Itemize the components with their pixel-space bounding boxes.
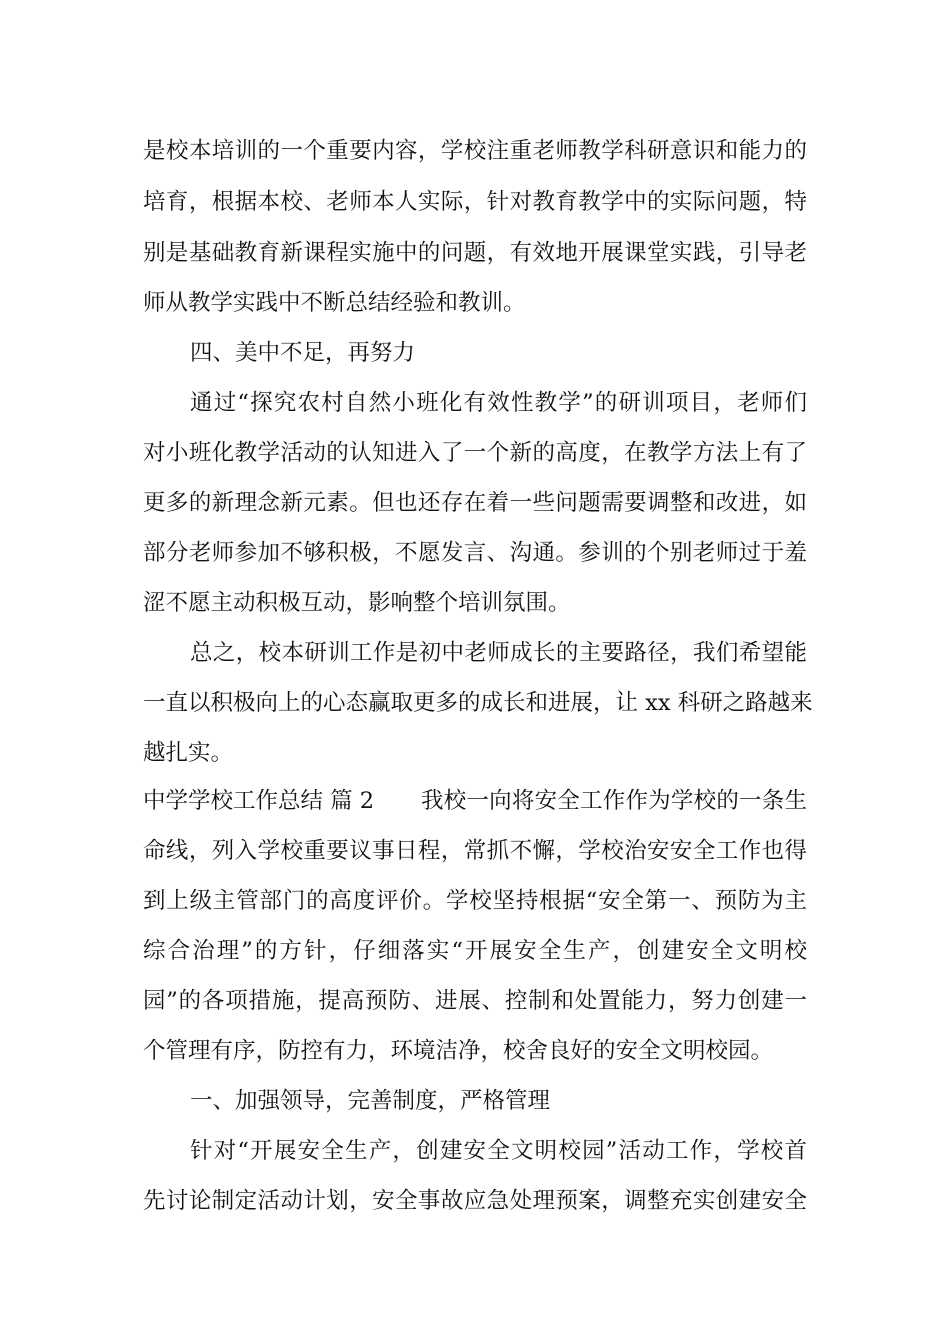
section-heading: 一、加强领导，完善制度，严格管理: [190, 1088, 551, 1114]
paragraph-line: 通过“探究农村自然小班化有效性教学”的研训项目，老师们: [190, 390, 807, 416]
paragraph-line: 命线，列入学校重要议事日程，常抓不懈，学校治安安全工作也得: [143, 838, 807, 864]
section-heading: 四、美中不足，再努力: [190, 340, 416, 366]
paragraph-line: 针对“开展安全生产，创建安全文明校园”活动工作，学校首: [190, 1138, 807, 1164]
paragraph-line: 更多的新理念新元素。但也还存在着一些问题需要调整和改进，如: [143, 490, 807, 516]
paragraph-line: 涩不愿主动积极互动，影响整个培训氛围。: [143, 590, 571, 616]
paragraph-line: 培育，根据本校、老师本人实际，针对教育教学中的实际问题，特: [143, 189, 807, 215]
section2-heading-line: [143, 781, 807, 821]
paragraph-line: 越扎实。: [143, 740, 234, 766]
paragraph-line: 别是基础教育新课程实施中的问题，有效地开展课堂实践，引导老: [143, 240, 807, 266]
section2-title: 中学学校工作总结 篇 2: [143, 788, 375, 814]
paragraph-line: 部分老师参加不够积极，不愿发言、沟通。参训的个别老师过于羞: [143, 540, 807, 566]
paragraph-line: 我校一向将安全工作作为学校的一条生: [421, 788, 807, 814]
paragraph-line: 综合治理”的方针，仔细落实“开展安全生产，创建安全文明校: [143, 938, 807, 964]
paragraph-line: 园”的各项措施，提高预防、进展、控制和处置能力，努力创建一: [143, 988, 807, 1014]
paragraph-line: 是校本培训的一个重要内容，学校注重老师教学科研意识和能力的: [143, 138, 807, 164]
paragraph-line: 师从教学实践中不断总结经验和教训。: [143, 290, 526, 316]
paragraph-line: 先讨论制定活动计划，安全事故应急处理预案，调整充实创建安全: [143, 1188, 807, 1214]
paragraph-line: 总之，校本研训工作是初中老师成长的主要路径，我们希望能: [190, 640, 807, 666]
paragraph-line: 个管理有序，防控有力，环境洁净，校舍良好的安全文明校园。: [143, 1038, 774, 1064]
paragraph-line: 一直以积极向上的心态赢取更多的成长和进展，让 xx 科研之路越来: [143, 690, 813, 716]
paragraph-line: 对小班化教学活动的认知进入了一个新的高度，在教学方法上有了: [143, 440, 807, 466]
paragraph-line: 到上级主管部门的高度评价。学校坚持根据“安全第一、预防为主: [143, 888, 807, 914]
